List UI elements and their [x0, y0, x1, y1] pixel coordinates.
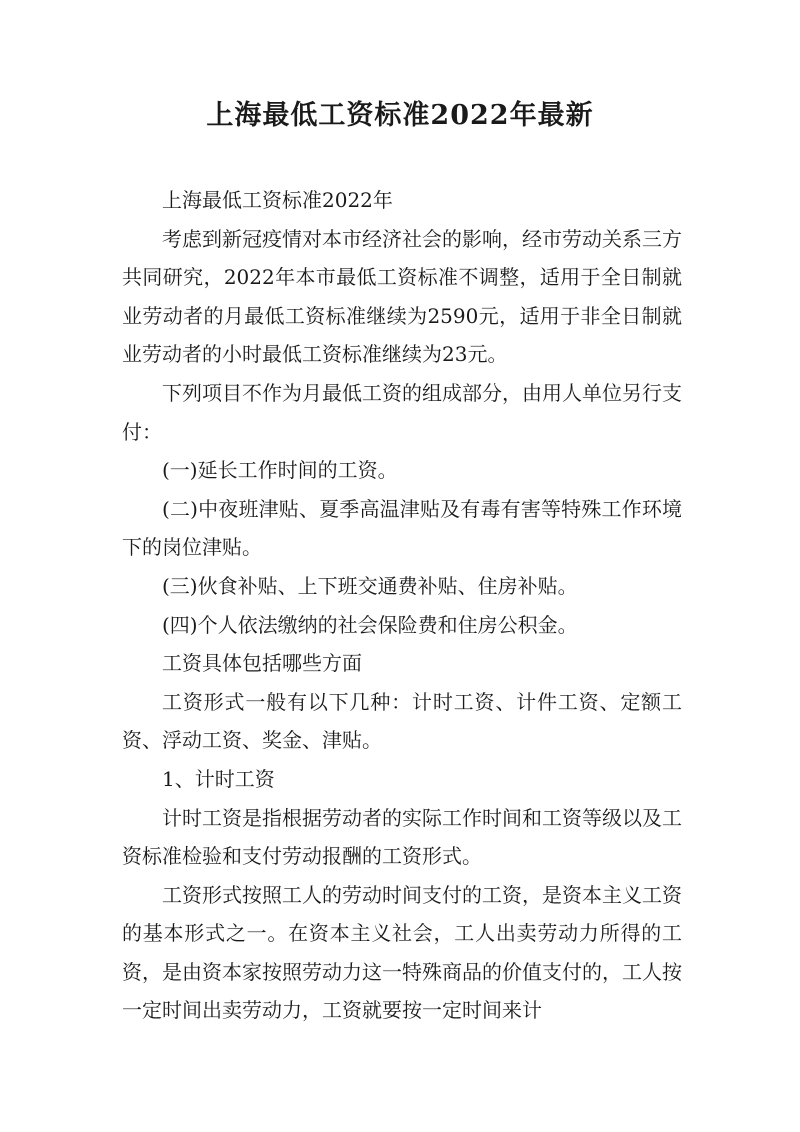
paragraph-time-wage-definition: 计时工资是指根据劳动者的实际工作时间和工资等级以及工资标准检验和支付劳动报酬的工资形式。: [122, 805, 682, 869]
paragraph-wage-forms: 工资形式一般有以下几种：计时工资、计件工资、定额工资、浮动工资、奖金、津贴。: [122, 689, 682, 753]
paragraph-subheading-time-wage: 1、计时工资: [162, 766, 275, 791]
paragraph-item-4: (四)个人依法缴纳的社会保险费和住房公积金。: [162, 612, 578, 637]
paragraph-subtitle: 上海最低工资标准2022年: [162, 188, 393, 212]
paragraph-section-heading: 工资具体包括哪些方面: [162, 651, 362, 676]
paragraph-item-3: (三)伙食补贴、上下班交通费补贴、住房补贴。: [162, 573, 578, 598]
paragraph-policy: 考虑到新冠疫情对本市经济社会的影响，经市劳动关系三方共同研究，2022年本市最低工资标准不调整，适用于全日制就业劳动者的月最低工资标准继续为2590元，适用于非全日制就业劳动者的小时最低工资标准继续为23元。: [122, 226, 682, 367]
document-title: 上海最低工资标准2022年最新: [206, 100, 594, 131]
document-body: [122, 181, 682, 1030]
paragraph-exclusions-intro: 下列项目不作为月最低工资的组成部分，由用人单位另行支付：: [122, 380, 682, 444]
paragraph-time-wage-detail: 工资形式按照工人的劳动时间支付的工资，是资本主义工资的基本形式之一。在资本主义社会，工人出卖劳动力所得的工资，是由资本家按照劳动力这一特殊商品的价值支付的，工人按一定时间出卖劳动力，工资就要按一定时间来计: [122, 882, 682, 1023]
paragraph-item-1: (一)延长工作时间的工资。: [162, 458, 398, 483]
paragraph-item-2: (二)中夜班津贴、夏季高温津贴及有毒有害等特殊工作环境下的岗位津贴。: [122, 496, 682, 560]
